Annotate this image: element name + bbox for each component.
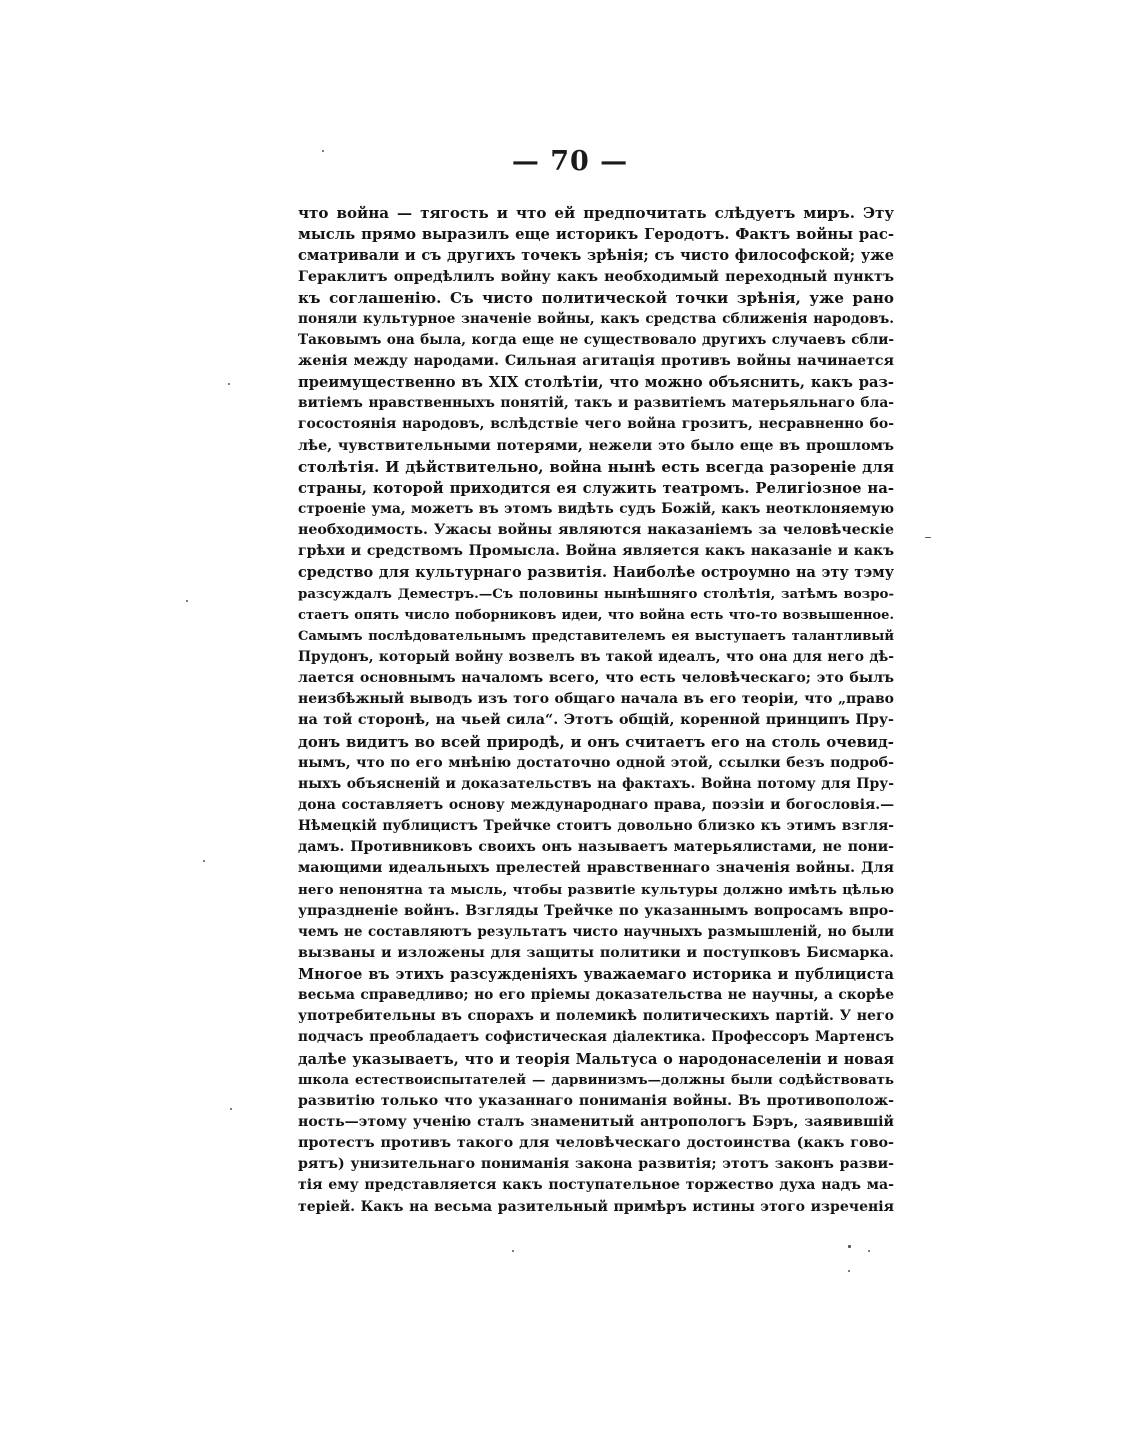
text-line: упраздненіе войнъ. Взгляды Трейчке по указаннымъ вопросамъ впро- [298, 902, 894, 919]
text-line: Прудонъ, который войну возвелъ въ такой идеалъ, что она для него дѣ- [298, 648, 894, 665]
text-line: далѣе указываетъ, что и теорія Мальтуса о народонаселеніи и новая [298, 1050, 894, 1068]
text-line: госостоянія народовъ, вслѣдствіе чего война грозитъ, несравненно бо- [298, 416, 894, 433]
scan-speck [512, 1250, 514, 1252]
text-line: дона составляетъ основу международнаго права, поэзіи и богословія.— [298, 796, 894, 813]
text-line: рятъ) унизительнаго пониманія закона развитія; этотъ законъ разви- [298, 1156, 894, 1173]
text-line: Гераклитъ опредѣлилъ войну какъ необходимый переходный пунктъ [298, 268, 894, 286]
text-line: употребительны въ спорахъ и полемикѣ политическихъ партій. У него [298, 1008, 894, 1025]
text-line: развитію только что указаннаго пониманія войны. Въ противополож- [298, 1092, 894, 1109]
scan-speck [228, 383, 230, 385]
text-line: на той сторонѣ, на чьей сила“. Этотъ общій, коренной принципъ Пру- [298, 712, 894, 729]
text-line: протестъ противъ такого для человѣческаго достоинства (какъ гово- [298, 1135, 894, 1152]
text-line: лается основнымъ началомъ всего, что есть человѣческаго; это былъ [298, 670, 894, 687]
text-line: поняли культурное значеніе войны, какъ средства сближенія народовъ. [298, 310, 894, 327]
text-line: что война — тягость и что ей предпочитать слѣдуетъ миръ. Эту [298, 204, 894, 222]
text-line: Нѣмецкій публицистъ Трейчке стоитъ довольно близко къ этимъ взгля- [298, 818, 894, 835]
text-line: него непонятна та мысль, чтобы развитіе культуры должно имѣть цѣлью [298, 881, 894, 898]
scan-speck [322, 150, 324, 152]
text-line: витіемъ нравственныхъ понятій, такъ и развитіемъ матерьяльнаго бла- [298, 395, 894, 412]
text-line: Самымъ послѣдовательнымъ представителемъ ея выступаетъ талантливый [298, 628, 894, 644]
text-line: лѣе, чувствительными потерями, нежели это было еще въ прошломъ [298, 437, 894, 454]
text-line: тія ему представляется какъ поступательное торжество духа надъ ма- [298, 1177, 894, 1194]
text-line: сматривали и съ другихъ точекъ зрѣнія; съ чисто философской; уже [298, 247, 894, 265]
text-line: преимущественно въ XIX столѣтіи, что можно объяснить, какъ раз- [298, 374, 894, 392]
text-line: столѣтія. И дѣйствительно, война нынѣ есть всегда разореніе для [298, 457, 894, 476]
scan-speck [848, 1270, 850, 1272]
text-line: средство для культурнаго развитія. Наиболѣе остроумно на эту тэму [298, 564, 894, 582]
text-line: разсуждалъ Деместръ.—Съ половины нынѣшняго столѣтія, затѣмъ возро- [298, 585, 894, 602]
scan-speck [186, 600, 188, 602]
body-text [298, 203, 894, 1218]
text-line: весьма справедливо; но его пріемы доказательства не научны, а скорѣе [298, 987, 894, 1004]
text-line: подчасъ преобладаетъ софистическая діалектика. Профессоръ Мартенсъ [298, 1029, 894, 1046]
text-line: строеніе ума, можетъ въ этомъ видѣть судъ Божій, какъ неотклоняемую [298, 500, 894, 517]
text-line: къ соглашенію. Съ чисто политической точки зрѣнія, уже рано [298, 288, 894, 307]
text-line: теріей. Какъ на весьма разительный примѣръ истины этого изреченія [298, 1198, 894, 1215]
text-line: страны, которой приходится ея служить театромъ. Религіозное на- [298, 479, 894, 497]
text-line: неизбѣжный выводъ изъ того общаго начала въ его теоріи, что „право [298, 691, 894, 708]
text-line: мающими идеальныхъ прелестей нравственнаго значенія войны. Для [298, 860, 894, 877]
text-line: донъ видитъ во всей природѣ, и онъ считаетъ его на столь очевид- [298, 732, 894, 751]
text-line: мысль прямо выразилъ еще историкъ Геродотъ. Фактъ войны рас- [298, 226, 894, 244]
text-line: дамъ. Противниковъ своихъ онъ называетъ матерьялистами, не пони- [298, 839, 894, 856]
scan-speck [868, 1250, 870, 1252]
scan-speck [230, 1108, 232, 1110]
scan-speck [925, 537, 931, 538]
scan-speck [203, 860, 205, 862]
text-line: Таковымъ она была, когда еще не существовало другихъ случаевъ сбли- [298, 331, 894, 348]
text-line: необходимость. Ужасы войны являются наказаніемъ за человѣческіе [298, 522, 894, 539]
text-line: Многое въ этихъ разсужденіяхъ уважаемаго историка и публициста [298, 966, 894, 984]
scan-speck [848, 1245, 851, 1248]
page-number: — 70 — [511, 146, 629, 177]
text-line: вызваны и изложены для защиты политики и поступковъ Бисмарка. [298, 944, 894, 961]
text-line: женія между народами. Сильная агитація противъ войны начинается [298, 352, 894, 369]
text-line: грѣхи и средствомъ Промысла. Война является какъ наказаніе и какъ [298, 543, 894, 560]
text-line: нымъ, что по его мнѣнію достаточно одной этой, ссылки безъ подроб- [298, 754, 894, 771]
text-line: школа естествоиспытателей — дарвинизмъ—должны были содѣйствовать [298, 1071, 894, 1088]
text-line: ность—этому ученію сталъ знаменитый антропологъ Бэръ, заявившій [298, 1114, 894, 1131]
text-line: стаетъ опять число поборниковъ идеи, что война есть что-то возвышенное. [298, 607, 894, 623]
text-line: чемъ не составляютъ результатъ чисто научныхъ размышленій, но были [298, 923, 894, 940]
text-line: ныхъ объясненій и доказательствъ на фактахъ. Война потому для Пру- [298, 775, 894, 792]
